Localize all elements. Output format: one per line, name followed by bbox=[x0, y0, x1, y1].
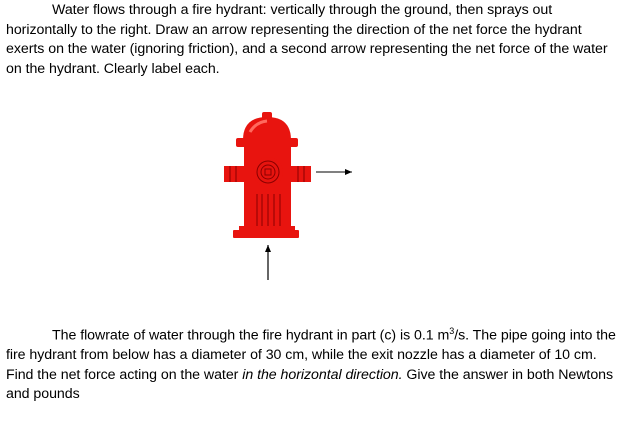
paragraph-2-text-end: Give the answer in both Newtons and pounds bbox=[6, 366, 614, 403]
paragraph-2-text-middle: /s. The pipe going into the fire hydrant from below has a diameter of 30 cm, while the exit nozzle has a diameter of 10 cm. Find the net force acting on the water bbox=[6, 327, 616, 383]
hydrant-bonnet bbox=[236, 112, 298, 147]
hydrant-body bbox=[224, 146, 311, 228]
problem-paragraph-1 bbox=[6, 1, 616, 79]
paragraph-2-text-start: The flowrate of water through the fire hydrant in part (c) is 0.1 m bbox=[52, 327, 450, 344]
paragraph-1-text: Water flows through a fire hydrant: vertically through the ground, then sprays out horizontally to the right. Draw an arrow representing the direction of the net force the hydrant exerts on the water (ignoring friction), and a second arrow representing the net force of the water on the hydrant. Clearly label each. bbox=[6, 2, 608, 77]
paragraph-2-emphasis: in the horizontal direction. bbox=[242, 366, 403, 383]
hydrant-base bbox=[233, 226, 299, 238]
superscript-3: 3 bbox=[449, 326, 455, 336]
problem-paragraph-2 bbox=[6, 322, 616, 405]
